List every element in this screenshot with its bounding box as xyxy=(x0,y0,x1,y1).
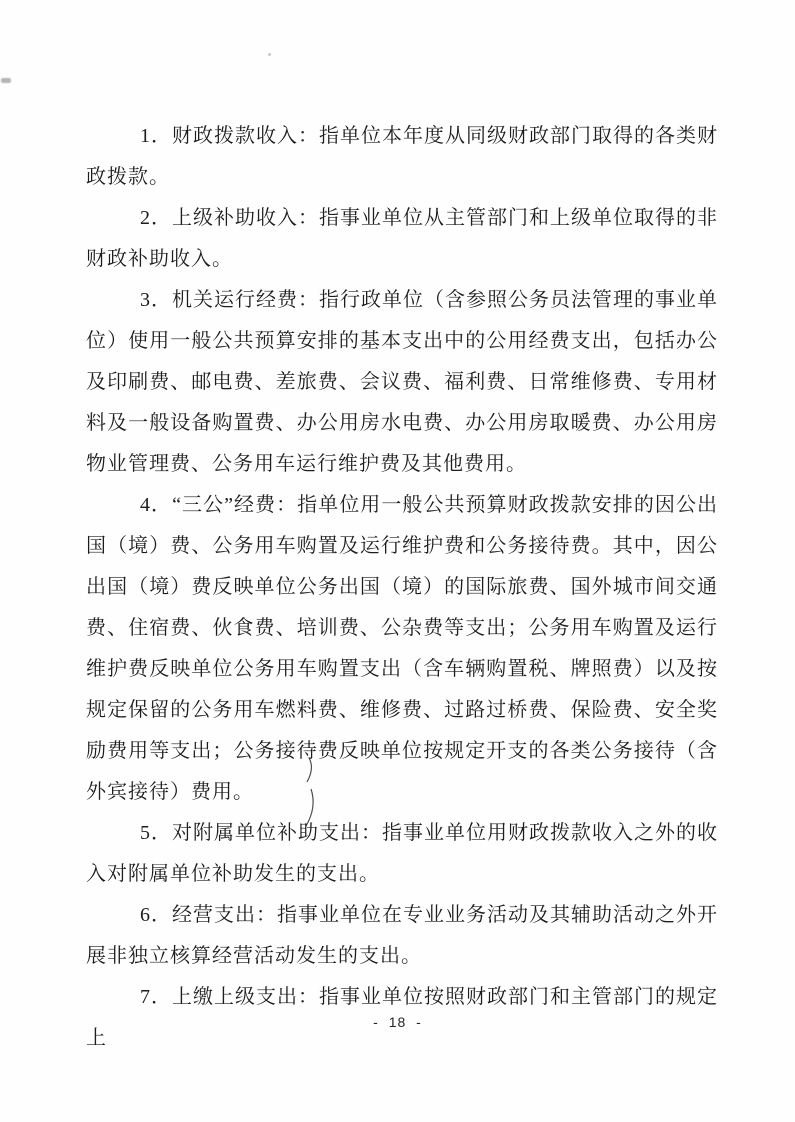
document-body xyxy=(86,116,718,1059)
paragraph-three-public-expenses: 4．“三公”经费：指单位用一般公共预算财政拨款安排的因公出国（境）费、公务用车购置及运行维护费和公务接待费。其中，因公出国（境）费反映单位公务出国（境）的国际旅费、国外城市间交通费、住宿费、伙食费、培训费、公杂费等支出；公务用车购置及运行维护费反映单位公务用车购置支出（含车辆购置税、牌照费）以及按规定保留的公务用车燃料费、维修费、过路过桥费、保险费、安全奖励费用等支出；公务接待费反映单位按规定开支的各类公务接待（含外宾接待）费用。 xyxy=(86,494,718,803)
paragraph-subsidy-to-affiliated-units: 5．对附属单位补助支出：指事业单位用财政拨款收入之外的收入对附属单位补助发生的支出。 xyxy=(86,822,718,885)
paragraph-operating-expenditure: 6．经营支出：指事业单位在专业业务活动及其辅助活动之外开展非独立核算经营活动发生的支出。 xyxy=(86,904,718,967)
scan-smudge-mark xyxy=(1,78,11,83)
paragraph-agency-operating-expenses: 3．机关运行经费：指行政单位（含参照公务员法管理的事业单位）使用一般公共预算安排的基本支出中的公用经费支出，包括办公及印刷费、邮电费、差旅费、会议费、福利费、日常维修费、专用材料及一般设备购置费、办公用房水电费、办公用房取暖费、办公用房物业管理费、公务用车运行维护费及其他费用。 xyxy=(86,289,718,475)
scan-speck xyxy=(268,53,271,56)
paragraph-payment-to-superior: 7．上缴上级支出：指事业单位按照财政部门和主管部门的规定上 xyxy=(86,986,718,1049)
paragraph-fiscal-appropriation-income: 1．财政拨款收入：指单位本年度从同级财政部门取得的各类财政拨款。 xyxy=(86,125,718,188)
paragraph-superior-subsidy-income: 2．上级补助收入：指事业单位从主管部门和上级单位取得的非财政补助收入。 xyxy=(86,207,718,270)
page-number: - 18 - xyxy=(373,1014,422,1030)
